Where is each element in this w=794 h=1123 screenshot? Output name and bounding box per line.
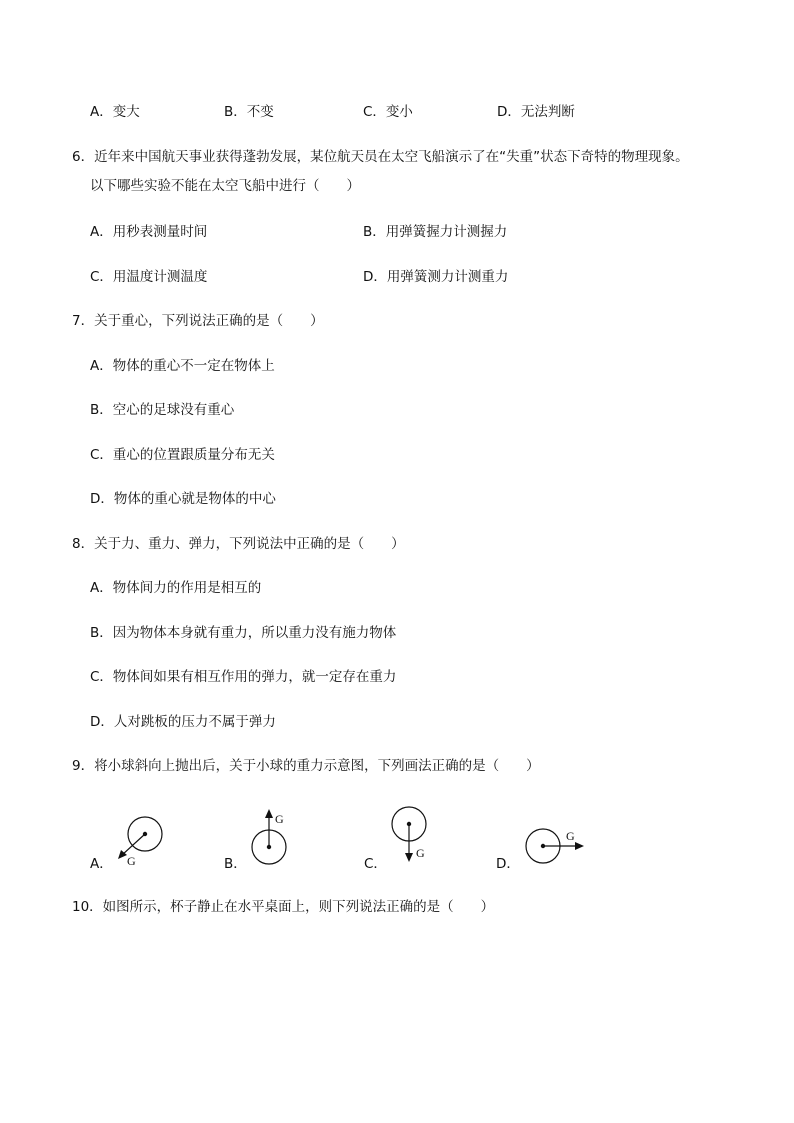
- q7-option-d: D．物体的重心就是物体的中心: [90, 491, 276, 507]
- q6-stem-line2: 以下哪些实验不能在太空飞船中进行（ ）: [90, 178, 360, 194]
- q9-option-b-label: B．: [224, 856, 247, 872]
- arrow-head: [575, 842, 584, 850]
- q5-option-c: C．变小: [363, 104, 413, 120]
- q8-option-c: C．物体间如果有相互作用的弹力，就一定存在重力: [90, 669, 397, 685]
- q6-option-a: A．用秒表测量时间: [90, 224, 208, 240]
- q7-option-b: B．空心的足球没有重心: [90, 402, 235, 418]
- q10-stem: 10．如图所示，杯子静止在水平桌面上，则下列说法正确的是（ ）: [72, 899, 495, 915]
- gravity-arrow: [122, 834, 145, 855]
- q9-option-a-label: A．: [90, 856, 113, 872]
- q9-option-d-label: D．: [496, 856, 520, 872]
- q6-option-b: B．用弹簧握力计测握力: [363, 224, 508, 240]
- arrow-head: [265, 809, 273, 818]
- q6-stem-line1: 6．近年来中国航天事业获得蓬勃发展，某位航天员在太空飞船演示了在“失重”状态下奇特的物理现象。: [72, 149, 689, 165]
- q6-option-c: C．用温度计测温度: [90, 269, 208, 285]
- q7-stem: 7．关于重心，下列说法正确的是（ ）: [72, 313, 324, 329]
- q9-stem: 9．将小球斜向上抛出后，关于小球的重力示意图，下列画法正确的是（ ）: [72, 758, 540, 774]
- force-label: G: [275, 812, 284, 826]
- q8-option-a: A．物体间力的作用是相互的: [90, 580, 262, 596]
- q5-option-a: A．变大: [90, 104, 140, 120]
- q5-option-d: D．无法判断: [497, 104, 575, 120]
- q7-option-a: A．物体的重心不一定在物体上: [90, 358, 275, 374]
- force-label: G: [566, 829, 575, 843]
- q6-option-d: D．用弹簧测力计测重力: [363, 269, 509, 285]
- q8-stem: 8．关于力、重力、弹力，下列说法中正确的是（ ）: [72, 536, 405, 552]
- q8-option-b: B．因为物体本身就有重力，所以重力没有施力物体: [90, 625, 397, 641]
- q8-option-d: D．人对跳板的压力不属于弹力: [90, 714, 276, 730]
- q9-figure-d: [520, 822, 592, 870]
- force-label: G: [127, 854, 136, 868]
- arrow-head: [405, 853, 413, 862]
- q9-figure-c: [385, 800, 445, 868]
- q9-figure-a: [110, 810, 170, 870]
- q9-option-c-label: C．: [364, 856, 387, 872]
- q7-option-c: C．重心的位置跟质量分布无关: [90, 447, 275, 463]
- q5-option-b: B．不变: [224, 104, 274, 120]
- force-label: G: [416, 846, 425, 860]
- q9-figure-b: [245, 805, 305, 870]
